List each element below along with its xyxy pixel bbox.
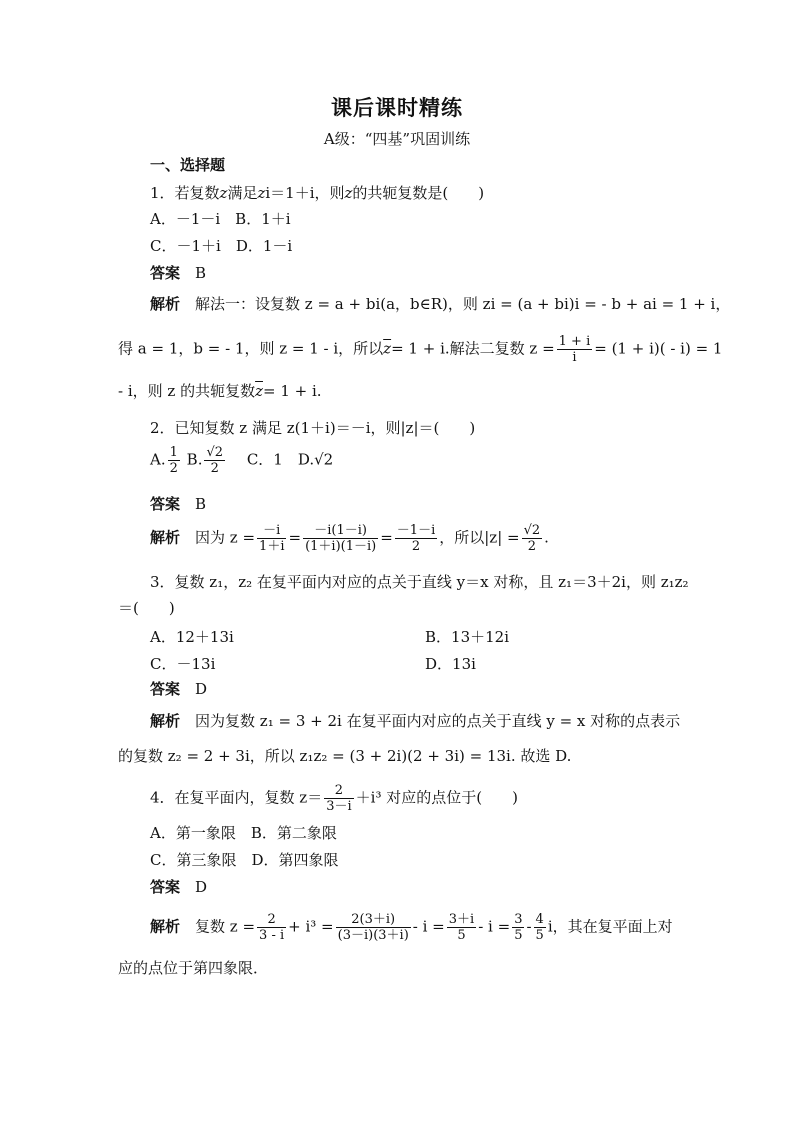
q1-analysis-line3: - i，则 z 的共轭复数$\overline{z}= 1 + i$.: [118, 382, 322, 400]
q1-stem: 1．若复数z满足zi＝1＋i，则z的共轭复数是( ): [150, 184, 485, 202]
q1-options-cd: C．－1＋i D．1－i: [150, 237, 293, 255]
q3-analysis-line1: 解析 因为复数 z₁ = 3 + 2i 在复平面内对应的点关于直线 y = x 对称的点表示: [150, 712, 681, 730]
q4-options-cd: C．第三象限 D．第四象限: [150, 851, 339, 869]
page-title: 课后课时精练: [331, 95, 463, 120]
q3-stem-line2: ＝( ): [118, 599, 175, 617]
q1-analysis-line1: 解析 解法一：设复数 z = a + bi(a，b∈R)，则 zi = (a + bi)i = - b + ai = 1 + i，: [150, 295, 731, 313]
q3-option-b: B．13＋12i: [425, 628, 509, 646]
q2-options: A. $\frac{1}{2}$ B. $\frac{√2}{2}$ C．1 D.√2: [150, 445, 334, 476]
q4-analysis-line2: 应的点位于第四象限．: [118, 959, 269, 977]
q3-option-c: C．－13i: [150, 655, 216, 673]
q4-stem: 4．在复平面内，复数 z＝ $\frac{2}{3-i}$ ＋i³ 对应的点位于( ): [150, 783, 518, 814]
q4-options-ab: A．第一象限 B．第二象限: [150, 824, 337, 842]
q3-option-d: D．13i: [425, 655, 476, 673]
q2-answer: 答案 B: [150, 495, 207, 513]
q3-option-a: A．12＋13i: [150, 628, 234, 646]
q1-options-ab: A．－1－i B．1＋i: [150, 210, 291, 228]
q3-stem-line1: 3．复数 z₁，z₂ 在复平面内对应的点关于直线 y＝x 对称，且 z₁＝3＋2i，则 z₁z₂: [150, 573, 689, 591]
q1-analysis-line2: 得 a = 1，b = - 1，则 z = 1 - i，所以$\overline{z}= 1 + i$.解法二复数 z = $\frac{1 + i}{i}$ = (1 + i)( - i) = 1: [118, 334, 723, 365]
q2-stem: 2．已知复数 z 满足 z(1＋i)＝－i，则|z|＝( ): [150, 419, 476, 437]
q4-answer: 答案 D: [150, 878, 208, 896]
q3-answer: 答案 D: [150, 680, 208, 698]
q2-analysis: 解析 因为 z = $\frac{-i}{1+i}$ = $\frac{-i(1-i)}{(1+i)(1-i)}$ = $\frac{-1-i}{2}$ ，所以|z| = $\frac{√2}{2}$ .: [150, 523, 549, 554]
q4-analysis-line1: 解析 复数 z = $\frac{2}{3 - i}$ + i³ = $\frac{2(3+i)}{(3-i)(3+i)}$ - i = $\frac{3+i}{5}$ - i = $\frac{3}{5}$ - $\frac{4}{5}$ i，其在复平面上对: [150, 912, 673, 943]
section-heading: 一、选择题: [150, 156, 226, 174]
page-subtitle: A级：“四基”巩固训练: [323, 130, 471, 148]
q3-analysis-line2: 的复数 z₂ = 2 + 3i，所以 z₁z₂ = (3 + 2i)(2 + 3i) = 13i. 故选 D.: [118, 747, 572, 765]
q1-answer: 答案 B: [150, 264, 207, 282]
